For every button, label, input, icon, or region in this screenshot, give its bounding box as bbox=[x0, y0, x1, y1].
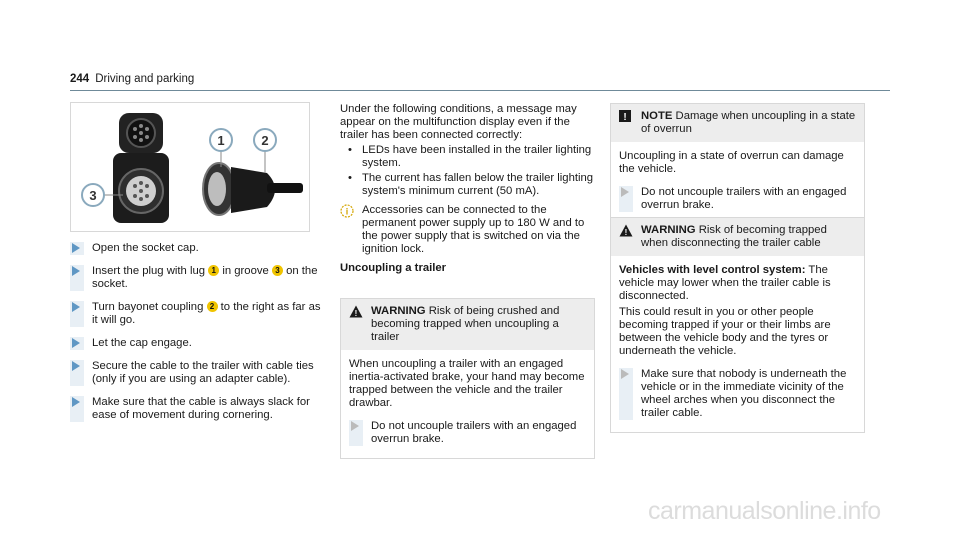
svg-text:!: ! bbox=[354, 309, 358, 318]
note-info-icon bbox=[340, 204, 354, 222]
warning-title: Risk of being crushed and becoming trapped when uncoupling a trailer bbox=[371, 305, 560, 343]
bullet-item: • LEDs have been installed in the trailer lighting system. bbox=[348, 144, 592, 169]
arrow-icon bbox=[72, 361, 80, 371]
step-cap-engage: Let the cap engage. bbox=[70, 337, 325, 350]
arrow-icon bbox=[72, 397, 80, 407]
note-damage-box bbox=[610, 103, 865, 225]
page-header bbox=[70, 73, 194, 85]
level-control-subheading: Vehicles with level control system: bbox=[619, 264, 806, 276]
warning-label: WARNING bbox=[371, 305, 426, 317]
arrow-icon bbox=[621, 369, 629, 379]
socket-illustration bbox=[71, 103, 309, 231]
arrow-icon bbox=[72, 302, 80, 312]
warning-body-2: This could result in you or other people becoming trapped if your or their limbs are between the vehicle body and the tyres or underneath the vehicle. bbox=[619, 306, 831, 357]
trailer-socket-photo bbox=[70, 102, 310, 232]
conditions-column bbox=[340, 103, 595, 275]
callout-3-badge: 3 bbox=[272, 265, 283, 276]
svg-text:!: ! bbox=[623, 112, 627, 122]
arrow-icon bbox=[72, 243, 80, 253]
step-insert-plug: Insert the plug with lug 1 in groove 3 on the socket. bbox=[70, 265, 325, 291]
callout-3 bbox=[82, 184, 104, 206]
svg-text:!: ! bbox=[624, 228, 628, 237]
accessories-note: i Accessories can be connected to the permanent power supply up to 180 W and to the power supply that is switched on via the ignition lock. bbox=[340, 204, 595, 256]
svg-text:3: 3 bbox=[89, 188, 97, 203]
warning-step: Do not uncouple trailers with an engaged overrun brake. bbox=[349, 420, 586, 446]
note-step: Do not uncouple trailers with an engaged overrun brake. bbox=[619, 186, 856, 212]
arrow-icon bbox=[72, 338, 80, 348]
callout-2-badge: 2 bbox=[207, 301, 218, 312]
watermark: carmanualsonline.info bbox=[648, 497, 881, 525]
svg-text:i: i bbox=[345, 206, 349, 217]
warning-trapped-box bbox=[610, 217, 865, 433]
page-number: 244 bbox=[70, 73, 90, 85]
step-open-cap: Open the socket cap. bbox=[70, 242, 325, 255]
bullet-item: • The current has fallen below the trailer lighting system's minimum current (50 mA). bbox=[348, 172, 594, 197]
step-cable-slack: Make sure that the cable is always slack for ease of movement during cornering. bbox=[70, 396, 325, 422]
warning-body-1: The vehicle may lower when the trailer cable is disconnected. bbox=[619, 264, 831, 302]
arrow-icon bbox=[621, 187, 629, 197]
warning-crushed-box bbox=[340, 298, 595, 459]
uncoupling-heading: Uncoupling a trailer bbox=[340, 262, 447, 274]
warning-label: WARNING bbox=[641, 224, 696, 236]
arrow-icon bbox=[72, 266, 80, 276]
note-body: Uncoupling in a state of overrun can damage the vehicle. bbox=[619, 150, 844, 175]
coupling-steps bbox=[70, 242, 325, 432]
warning-triangle-icon bbox=[349, 305, 363, 322]
step-turn-coupling: Turn bayonet coupling 2 to the right as far as it will go. bbox=[70, 301, 325, 327]
step-secure-cable: Secure the cable to the trailer with cable ties (only if you are using an adapter cable). bbox=[70, 360, 325, 386]
note-exclamation-icon bbox=[619, 110, 631, 126]
svg-text:2: 2 bbox=[261, 133, 269, 148]
header-rule bbox=[70, 90, 890, 91]
warning-triangle-icon bbox=[619, 224, 633, 241]
note-label: NOTE bbox=[641, 110, 673, 122]
conditions-intro: Under the following conditions, a message may appear on the multifunction display even if the trailer has been connected correctly: bbox=[340, 103, 577, 141]
warning-body: When uncoupling a trailer with an engaged inertia-activated brake, your hand may become trapped between the vehicle and the trailer drawbar. bbox=[349, 358, 585, 409]
warning-step: Make sure that nobody is underneath the vehicle or in the immediate vicinity of the wheel arches when you disconnect the trailer cable. bbox=[619, 368, 856, 420]
svg-text:1: 1 bbox=[217, 133, 225, 148]
warning-title: Risk of becoming trapped when disconnecting the trailer cable bbox=[641, 224, 827, 249]
note-title: Damage when uncoupling in a state of overrun bbox=[641, 110, 856, 135]
arrow-icon bbox=[351, 421, 359, 431]
callout-1 bbox=[210, 129, 232, 151]
section-title: Driving and parking bbox=[95, 73, 195, 85]
callout-2 bbox=[254, 129, 276, 151]
callout-1-badge: 1 bbox=[208, 265, 219, 276]
